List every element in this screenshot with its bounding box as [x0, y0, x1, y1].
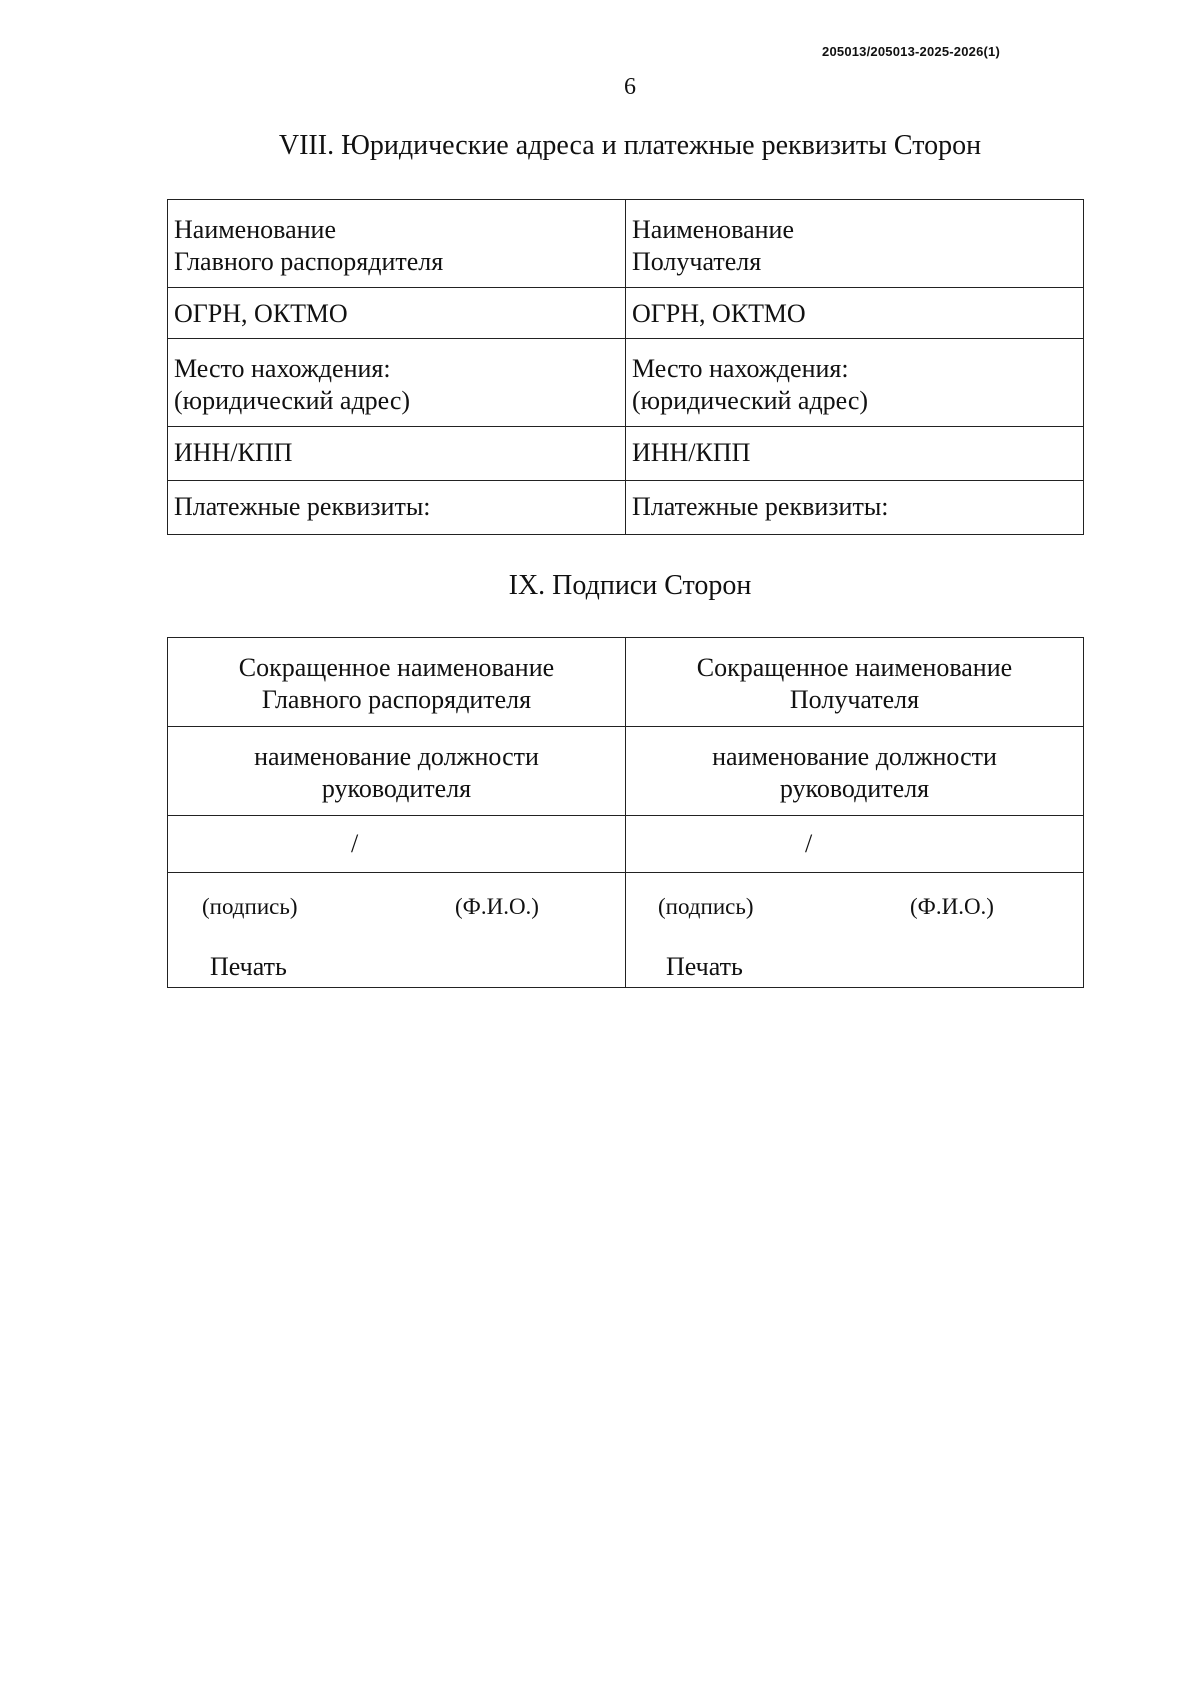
- cell-text: Платежные реквизиты:: [632, 492, 889, 521]
- cell-text: Получателя: [789, 685, 920, 714]
- main-manager-payment-cell: [168, 481, 626, 535]
- cell-text: Главного распорядителя: [174, 247, 444, 276]
- cell-text: (юридический адрес): [174, 386, 411, 415]
- table-row: [168, 339, 1084, 427]
- cell-text: Получателя: [632, 247, 762, 276]
- recipient-position-cell: [626, 727, 1084, 816]
- cell-text: руководителя: [321, 774, 472, 803]
- signature-caption: (подпись): [202, 894, 298, 919]
- table-row: [168, 427, 1084, 481]
- cell-text: Платежные реквизиты:: [174, 492, 431, 521]
- table-row: [168, 873, 1084, 988]
- cell-text: Главного распорядителя: [261, 685, 532, 714]
- document-code: 205013/205013-2025-2026(1): [822, 44, 1000, 59]
- cell-text: наименование должности: [712, 742, 997, 771]
- cell-text: ОГРН, ОКТМО: [174, 299, 348, 328]
- seal-label: Печать: [210, 952, 287, 981]
- table-row: [168, 816, 1084, 873]
- requisites-table: [167, 199, 1084, 535]
- signature-caption: (подпись): [658, 894, 754, 919]
- cell-text: (юридический адрес): [632, 386, 869, 415]
- table-row: [168, 727, 1084, 816]
- fio-caption: (Ф.И.О.): [910, 894, 994, 919]
- table-row: [168, 288, 1084, 339]
- cell-text: Наименование: [632, 215, 794, 244]
- cell-text: ИНН/КПП: [632, 438, 751, 467]
- recipient-address-cell: [626, 339, 1084, 427]
- cell-text: ОГРН, ОКТМО: [632, 299, 806, 328]
- seal-label: Печать: [666, 952, 743, 981]
- table-row: [168, 638, 1084, 727]
- main-manager-inn-cell: [168, 427, 626, 481]
- signature-slash: /: [805, 829, 813, 858]
- section-viii-title: VIII. Юридические адреса и платежные реквизиты Сторон: [278, 130, 982, 161]
- table-row: [168, 481, 1084, 535]
- recipient-payment-cell: [626, 481, 1084, 535]
- cell-text: ИНН/КПП: [174, 438, 293, 467]
- main-manager-captions-cell: [168, 873, 626, 988]
- cell-text: Место нахождения:: [174, 354, 391, 383]
- fio-caption: (Ф.И.О.): [455, 894, 539, 919]
- main-manager-short-name-cell: [168, 638, 626, 727]
- recipient-name-cell: [626, 200, 1084, 288]
- main-manager-name-cell: [168, 200, 626, 288]
- cell-text: Место нахождения:: [632, 354, 849, 383]
- signatures-table: [167, 637, 1084, 988]
- recipient-signature-field[interactable]: [626, 816, 1084, 873]
- cell-text: Наименование: [174, 215, 336, 244]
- recipient-inn-cell: [626, 427, 1084, 481]
- main-manager-address-cell: [168, 339, 626, 427]
- cell-text: наименование должности: [254, 742, 539, 771]
- main-manager-position-cell: [168, 727, 626, 816]
- table-row: [168, 200, 1084, 288]
- page-number: 6: [624, 74, 636, 100]
- section-ix-title: IX. Подписи Сторон: [508, 570, 752, 601]
- recipient-ogrn-cell: [626, 288, 1084, 339]
- recipient-short-name-cell: [626, 638, 1084, 727]
- cell-text: Сокращенное наименование: [238, 653, 555, 682]
- cell-text: Сокращенное наименование: [696, 653, 1013, 682]
- recipient-captions-cell: [626, 873, 1084, 988]
- cell-text: руководителя: [779, 774, 930, 803]
- main-manager-ogrn-cell: [168, 288, 626, 339]
- signature-slash: /: [351, 829, 359, 858]
- main-manager-signature-field[interactable]: [168, 816, 626, 873]
